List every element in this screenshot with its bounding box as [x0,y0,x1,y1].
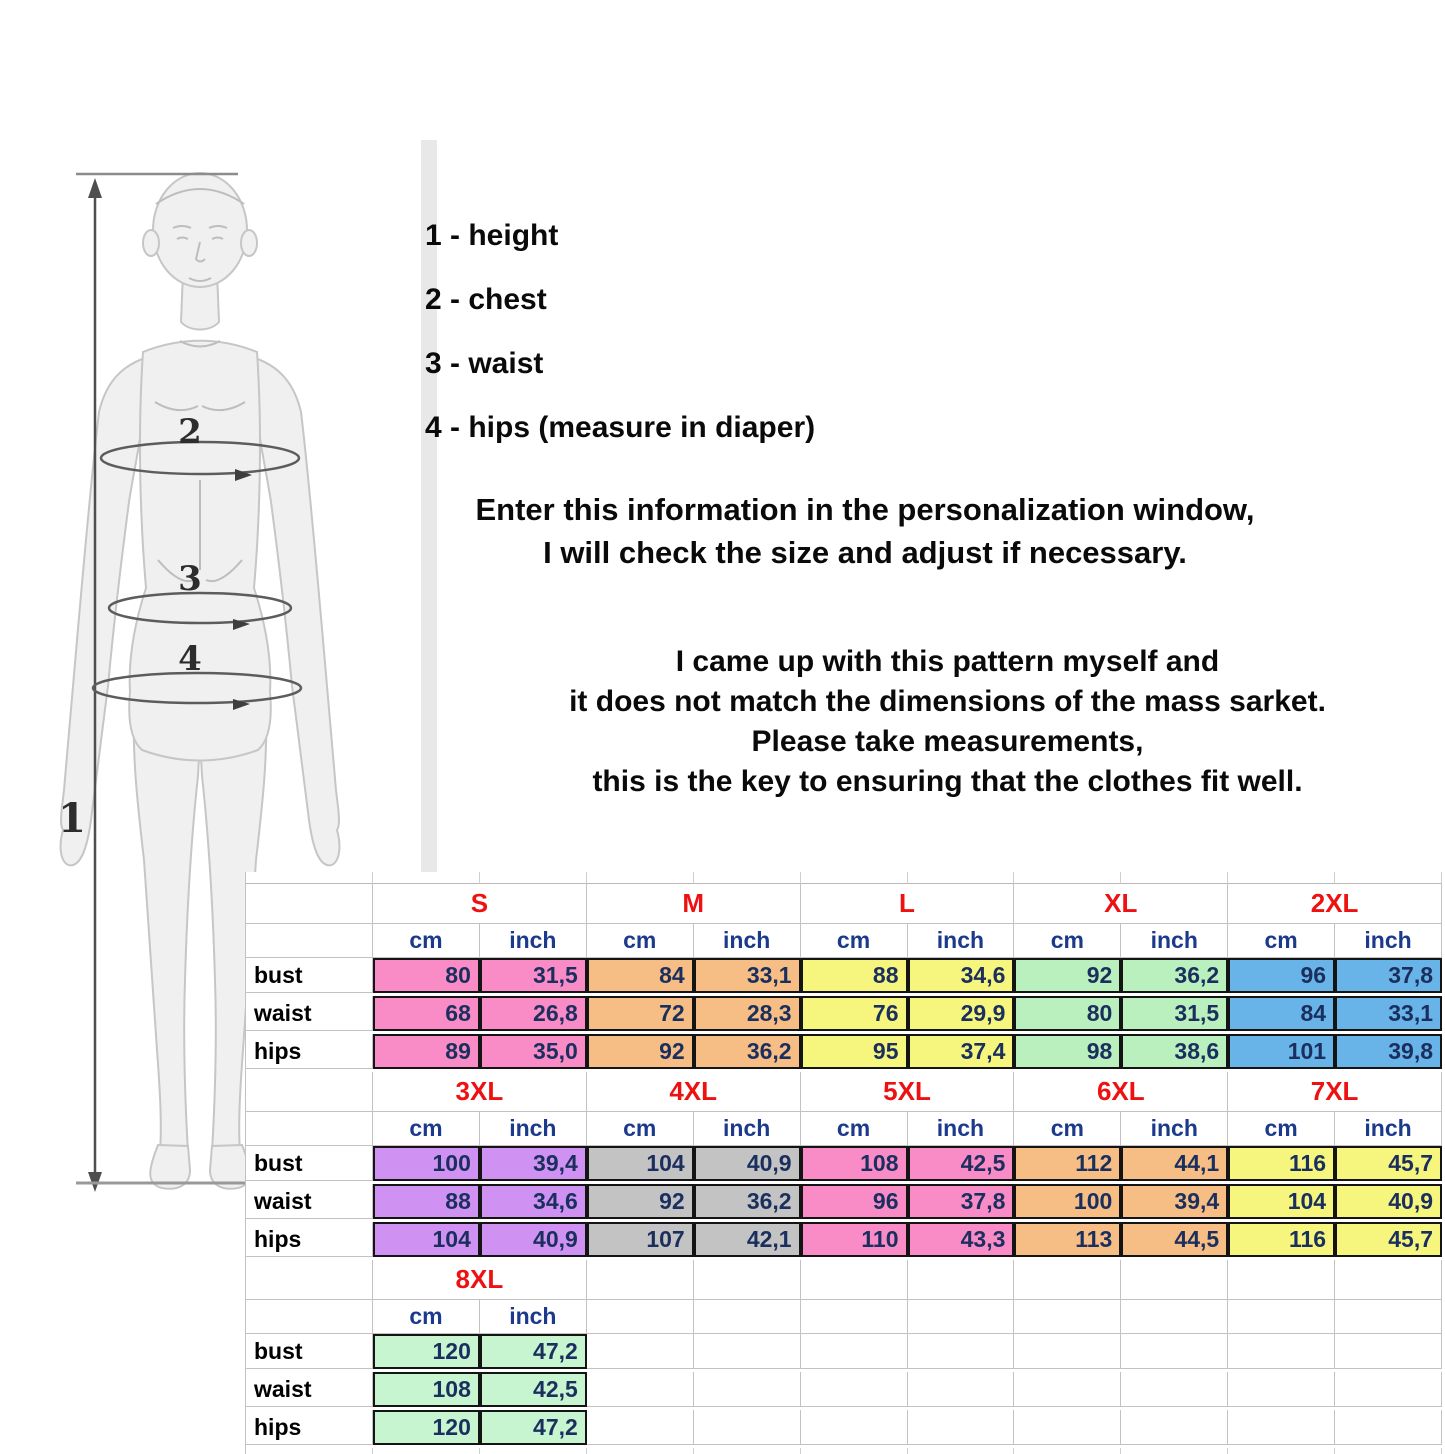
cell-S-bust-cm: 80 [373,958,480,993]
grid-cell [1228,1448,1335,1454]
unit-header-inch: inch [694,924,801,958]
cell-S-waist-cm: 68 [373,996,480,1031]
table-row [246,1034,1442,1069]
empty-cell [1335,1372,1442,1407]
header-spacer [246,884,373,924]
unit-header-inch: inch [480,1300,587,1334]
cell-4XL-hips-inch: 42,1 [694,1222,801,1257]
measurement-legend [425,220,815,476]
cell-2XL-bust-inch: 37,8 [1335,958,1442,993]
grid-cell [587,1448,694,1454]
cell-L-hips-cm: 95 [801,1034,908,1069]
size-header-row [246,1072,1442,1112]
cell-4XL-bust-inch: 40,9 [694,1146,801,1181]
unit-header-inch: inch [908,924,1015,958]
cell-6XL-bust-inch: 44,1 [1121,1146,1228,1181]
empty-cell [801,1334,908,1369]
grid-cell [1014,1448,1121,1454]
unit-header-row [246,1112,1442,1146]
unit-header-inch: inch [1121,1112,1228,1146]
unit-header-inch: inch [694,1112,801,1146]
row-label-hips: hips [246,1034,373,1069]
header-spacer [246,1300,373,1334]
grid-cell [1121,872,1228,884]
header-spacer [246,1112,373,1146]
cell-8XL-bust-inch: 47,2 [480,1334,587,1369]
figure-label-3: 3 [178,559,202,599]
cell-3XL-hips-cm: 104 [373,1222,480,1257]
empty-cell [801,1260,908,1300]
empty-cell [694,1372,801,1407]
empty-cell [801,1300,908,1334]
size-header-4XL: 4XL [587,1072,801,1112]
row-label-waist: waist [246,996,373,1031]
unit-header-cm: cm [1014,924,1121,958]
unit-header-cm: cm [1228,1112,1335,1146]
cell-3XL-bust-cm: 100 [373,1146,480,1181]
cell-S-hips-cm: 89 [373,1034,480,1069]
cell-XL-bust-cm: 92 [1014,958,1121,993]
empty-cell [1121,1372,1228,1407]
empty-cell [801,1410,908,1445]
empty-cell [908,1260,1015,1300]
cell-8XL-bust-cm: 120 [373,1334,480,1369]
empty-cell [694,1300,801,1334]
unit-header-inch: inch [908,1112,1015,1146]
empty-cell [1228,1260,1335,1300]
empty-cell [1014,1372,1121,1407]
cell-8XL-hips-cm: 120 [373,1410,480,1445]
empty-cell [694,1334,801,1369]
unit-header-cm: cm [587,924,694,958]
row-label-hips: hips [246,1410,373,1445]
grid-cell [1121,1448,1228,1454]
empty-cell [908,1410,1015,1445]
unit-header-row [246,924,1442,958]
table-row [246,1410,1442,1445]
cell-8XL-waist-cm: 108 [373,1372,480,1407]
cell-S-waist-inch: 26,8 [480,996,587,1031]
table-row [246,996,1442,1031]
cell-2XL-waist-cm: 84 [1228,996,1335,1031]
cell-6XL-waist-cm: 100 [1014,1184,1121,1219]
empty-cell [1014,1334,1121,1369]
grid-cell [1335,1448,1442,1454]
header-spacer [246,1260,373,1300]
cell-7XL-waist-cm: 104 [1228,1184,1335,1219]
cell-5XL-waist-cm: 96 [801,1184,908,1219]
cell-L-hips-inch: 37,4 [908,1034,1015,1069]
row-label-hips: hips [246,1222,373,1257]
row-label-bust: bust [246,1334,373,1369]
legend-item-chest: 2 - chest [425,283,547,316]
table-row [246,1372,1442,1407]
unit-header-inch: inch [480,1112,587,1146]
cell-4XL-waist-inch: 36,2 [694,1184,801,1219]
pattern-note-line4: this is the key to ensuring that the clothes fit well. [592,765,1303,798]
unit-header-inch: inch [1335,924,1442,958]
cell-7XL-bust-cm: 116 [1228,1146,1335,1181]
size-header-S: S [373,884,587,924]
table-row [246,958,1442,993]
cell-M-bust-cm: 84 [587,958,694,993]
cell-3XL-bust-inch: 39,4 [480,1146,587,1181]
cell-M-bust-inch: 33,1 [694,958,801,993]
table-row [246,1146,1442,1181]
cell-7XL-waist-inch: 40,9 [1335,1184,1442,1219]
size-header-L: L [801,884,1015,924]
cell-L-waist-inch: 29,9 [908,996,1015,1031]
table-top-row [246,872,1442,884]
unit-header-cm: cm [801,924,908,958]
unit-header-inch: inch [1121,924,1228,958]
pattern-note-line3: Please take measurements, [751,725,1144,758]
cell-L-waist-cm: 76 [801,996,908,1031]
size-table [245,872,1442,1454]
grid-cell [908,872,1015,884]
cell-2XL-hips-cm: 101 [1228,1034,1335,1069]
cell-M-waist-inch: 28,3 [694,996,801,1031]
cell-M-hips-cm: 92 [587,1034,694,1069]
table-row [246,1222,1442,1257]
cell-5XL-hips-inch: 43,3 [908,1222,1015,1257]
grid-cell [908,1448,1015,1454]
grid-cell [801,872,908,884]
empty-cell [1228,1410,1335,1445]
cell-6XL-waist-inch: 39,4 [1121,1184,1228,1219]
cell-3XL-waist-cm: 88 [373,1184,480,1219]
grid-cell [373,872,480,884]
cell-6XL-hips-inch: 44,5 [1121,1222,1228,1257]
figure-label-1: 1 [58,795,86,842]
cell-L-bust-cm: 88 [801,958,908,993]
grid-cell [373,1448,480,1454]
cell-S-hips-inch: 35,0 [480,1034,587,1069]
size-header-row [246,1260,1442,1300]
empty-cell [1121,1260,1228,1300]
cell-5XL-bust-cm: 108 [801,1146,908,1181]
empty-cell [694,1260,801,1300]
empty-cell [1335,1334,1442,1369]
unit-header-cm: cm [587,1112,694,1146]
row-label-waist: waist [246,1372,373,1407]
cell-2XL-hips-inch: 39,8 [1335,1034,1442,1069]
cell-7XL-bust-inch: 45,7 [1335,1146,1442,1181]
size-header-row [246,884,1442,924]
grid-cell [246,1448,373,1454]
empty-cell [587,1260,694,1300]
cell-6XL-hips-cm: 113 [1014,1222,1121,1257]
figure-label-2: 2 [178,412,202,452]
cell-M-waist-cm: 72 [587,996,694,1031]
header-spacer [246,1072,373,1112]
pattern-note [455,642,1440,802]
header-spacer [246,924,373,958]
unit-header-cm: cm [1228,924,1335,958]
empty-cell [1014,1410,1121,1445]
cell-5XL-hips-cm: 110 [801,1222,908,1257]
size-header-8XL: 8XL [373,1260,587,1300]
unit-header-cm: cm [1014,1112,1121,1146]
cell-3XL-waist-inch: 34,6 [480,1184,587,1219]
empty-cell [1121,1410,1228,1445]
unit-header-cm: cm [373,1300,480,1334]
row-label-waist: waist [246,1184,373,1219]
grid-cell [246,872,373,884]
cell-8XL-hips-inch: 47,2 [480,1410,587,1445]
cell-2XL-waist-inch: 33,1 [1335,996,1442,1031]
cell-XL-waist-cm: 80 [1014,996,1121,1031]
empty-cell [1121,1334,1228,1369]
row-label-bust: bust [246,958,373,993]
grid-cell [480,1448,587,1454]
grid-cell [1335,872,1442,884]
empty-cell [587,1372,694,1407]
cell-4XL-hips-cm: 107 [587,1222,694,1257]
empty-cell [587,1410,694,1445]
grid-cell [694,872,801,884]
empty-cell [694,1410,801,1445]
size-header-6XL: 6XL [1014,1072,1228,1112]
empty-cell [1335,1260,1442,1300]
table-row [246,1334,1442,1369]
cell-7XL-hips-inch: 45,7 [1335,1222,1442,1257]
personalization-note-line2: I will check the size and adjust if necessary. [543,535,1187,570]
legend-item-waist: 3 - waist [425,347,544,380]
pattern-note-line1: I came up with this pattern myself and [675,645,1220,678]
empty-cell [908,1334,1015,1369]
empty-cell [908,1372,1015,1407]
unit-header-cm: cm [373,1112,480,1146]
grid-cell [587,872,694,884]
empty-cell [587,1334,694,1369]
cell-L-bust-inch: 34,6 [908,958,1015,993]
unit-header-inch: inch [1335,1112,1442,1146]
unit-header-inch: inch [480,924,587,958]
cell-3XL-hips-inch: 40,9 [480,1222,587,1257]
cell-8XL-waist-inch: 42,5 [480,1372,587,1407]
empty-cell [1228,1372,1335,1407]
empty-cell [1228,1300,1335,1334]
empty-cell [1335,1410,1442,1445]
empty-cell [1121,1300,1228,1334]
cell-S-bust-inch: 31,5 [480,958,587,993]
table-bottom-row [246,1448,1442,1454]
table-row [246,1184,1442,1219]
size-header-M: M [587,884,801,924]
legend-item-hips: 4 - hips (measure in diaper) [425,411,816,444]
empty-cell [1014,1300,1121,1334]
personalization-note-line1: Enter this information in the personalization window, [475,492,1255,527]
personalization-note [425,488,1305,574]
grid-cell [1014,872,1121,884]
pattern-note-line2: it does not match the dimensions of the mass sarket. [569,685,1326,718]
cell-5XL-waist-inch: 37,8 [908,1184,1015,1219]
empty-cell [1335,1300,1442,1334]
cell-4XL-bust-cm: 104 [587,1146,694,1181]
grid-cell [694,1448,801,1454]
grid-cell [480,872,587,884]
size-header-5XL: 5XL [801,1072,1015,1112]
figure-label-4: 4 [178,639,202,679]
cell-7XL-hips-cm: 116 [1228,1222,1335,1257]
cell-4XL-waist-cm: 92 [587,1184,694,1219]
cell-M-hips-inch: 36,2 [694,1034,801,1069]
cell-XL-hips-cm: 98 [1014,1034,1121,1069]
empty-cell [908,1300,1015,1334]
row-label-bust: bust [246,1146,373,1181]
cell-XL-bust-inch: 36,2 [1121,958,1228,993]
cell-2XL-bust-cm: 96 [1228,958,1335,993]
legend-item-height: 1 - height [425,219,559,252]
grid-cell [1228,872,1335,884]
empty-cell [801,1372,908,1407]
size-header-3XL: 3XL [373,1072,587,1112]
size-header-7XL: 7XL [1228,1072,1442,1112]
size-header-XL: XL [1014,884,1228,924]
cell-5XL-bust-inch: 42,5 [908,1146,1015,1181]
unit-header-cm: cm [373,924,480,958]
cell-XL-hips-inch: 38,6 [1121,1034,1228,1069]
cell-6XL-bust-cm: 112 [1014,1146,1121,1181]
cell-XL-waist-inch: 31,5 [1121,996,1228,1031]
grid-cell [801,1448,908,1454]
empty-cell [587,1300,694,1334]
unit-header-row [246,1300,1442,1334]
size-header-2XL: 2XL [1228,884,1442,924]
unit-header-cm: cm [801,1112,908,1146]
empty-cell [1014,1260,1121,1300]
empty-cell [1228,1334,1335,1369]
